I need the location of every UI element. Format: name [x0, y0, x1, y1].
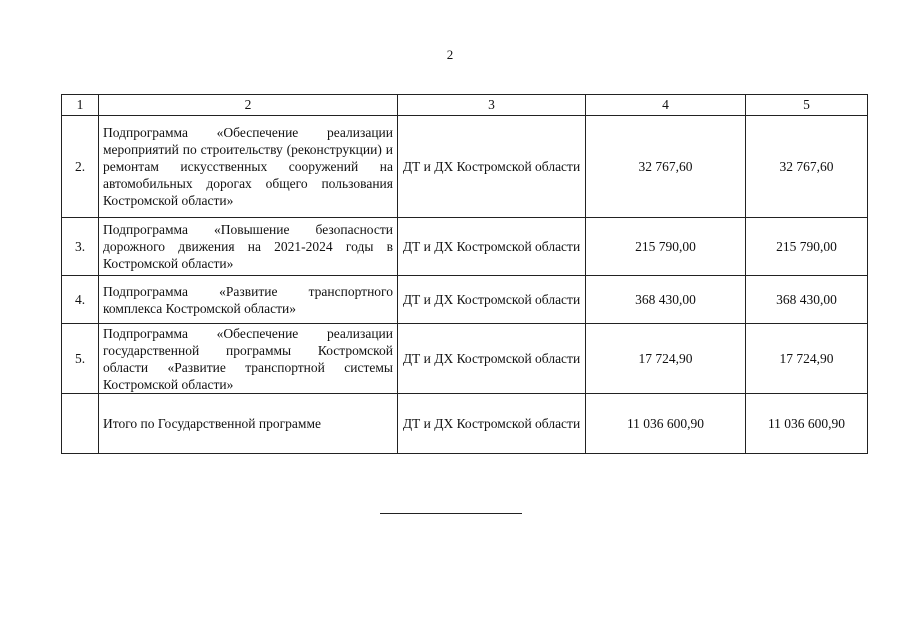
row-value-2: 11 036 600,90 [746, 394, 868, 454]
row-number: 4. [62, 276, 99, 324]
header-cell-4: 4 [586, 95, 746, 116]
table-row [62, 276, 868, 324]
row-name: Подпрограмма «Обеспечение реализации государственной программы Костромской области «Развитие транспортной системы Костромской области» [99, 324, 398, 394]
row-value-2: 32 767,60 [746, 116, 868, 218]
header-cell-2: 2 [99, 95, 398, 116]
row-name: Итого по Государственной программе [99, 394, 398, 454]
footer-divider-line [380, 513, 522, 514]
page-number: 2 [446, 47, 454, 62]
header-cell-3: 3 [398, 95, 586, 116]
row-value-1: 368 430,00 [586, 276, 746, 324]
row-executor: ДТ и ДХ Костромской области [398, 116, 586, 218]
row-number: 2. [62, 116, 99, 218]
table-row [62, 116, 868, 218]
row-number: 5. [62, 324, 99, 394]
row-value-1: 215 790,00 [586, 218, 746, 276]
row-executor: ДТ и ДХ Костромской области [398, 218, 586, 276]
table-row-total [62, 394, 868, 454]
row-value-1: 32 767,60 [586, 116, 746, 218]
row-executor: ДТ и ДХ Костромской области [398, 324, 586, 394]
header-cell-1: 1 [62, 95, 99, 116]
table-row [62, 218, 868, 276]
row-name: Подпрограмма «Развитие транспортного комплекса Костромской области» [99, 276, 398, 324]
row-name: Подпрограмма «Повышение безопасности дорожного движения на 2021-2024 годы в Костромской области» [99, 218, 398, 276]
table-header-row [62, 95, 868, 116]
row-executor: ДТ и ДХ Костромской области [398, 276, 586, 324]
row-value-2: 17 724,90 [746, 324, 868, 394]
row-number: 3. [62, 218, 99, 276]
row-value-2: 215 790,00 [746, 218, 868, 276]
header-cell-5: 5 [746, 95, 868, 116]
row-value-1: 11 036 600,90 [586, 394, 746, 454]
row-value-1: 17 724,90 [586, 324, 746, 394]
row-value-2: 368 430,00 [746, 276, 868, 324]
program-table [61, 94, 868, 454]
table-row [62, 324, 868, 394]
row-number [62, 394, 99, 454]
row-executor: ДТ и ДХ Костромской области [398, 394, 586, 454]
row-name: Подпрограмма «Обеспечение реализации мероприятий по строительству (реконструкции) и ремонтам искусственных сооружений на автомобильных дорогах общего пользования Костромской области» [99, 116, 398, 218]
